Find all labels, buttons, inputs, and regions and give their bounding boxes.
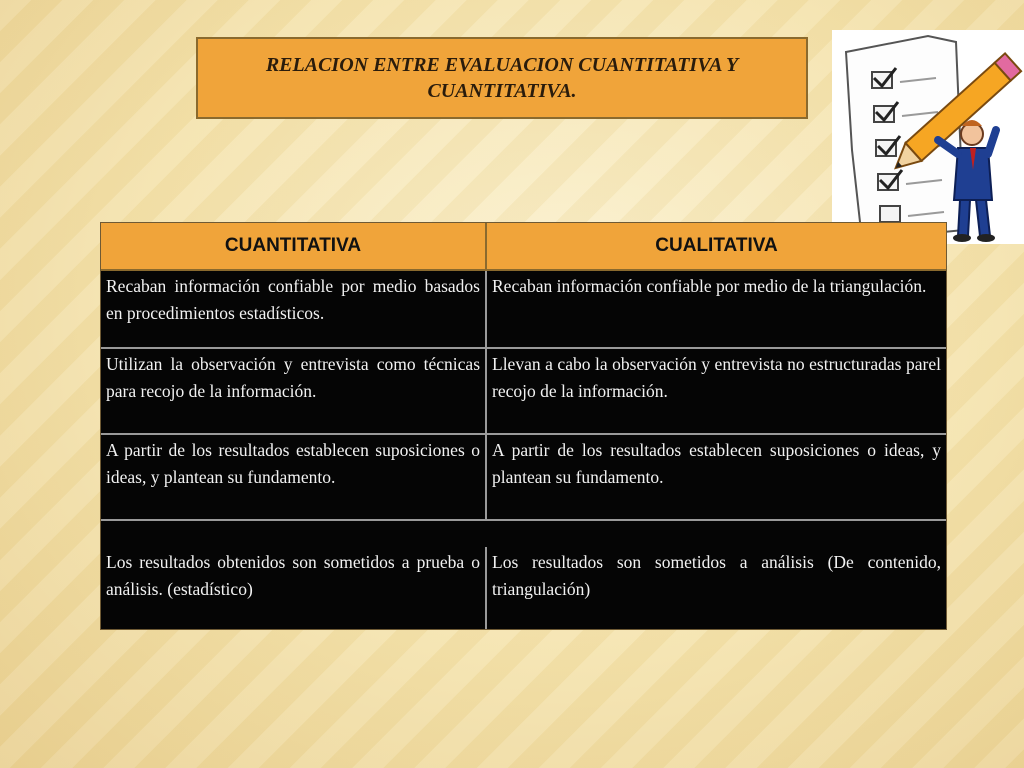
comparison-table bbox=[100, 222, 947, 630]
table-cell: Los resultados son sometidos a análisis (De contenido, triangulación) bbox=[492, 552, 941, 599]
header-cualitativa: CUALITATIVA bbox=[487, 223, 946, 271]
header-cuantitativa: CUANTITATIVA bbox=[101, 223, 487, 271]
table-row bbox=[101, 521, 946, 629]
table-cell: Utilizan la observación y entrevista como técnicas para recojo de la información. bbox=[101, 349, 487, 433]
table-cell: Recaban información confiable por medio basados en procedimientos estadísticos. bbox=[101, 271, 487, 347]
table-row bbox=[101, 349, 946, 435]
table-cell: Recaban información confiable por medio de la triangulación. bbox=[492, 276, 927, 296]
table-row bbox=[101, 435, 946, 521]
title-box bbox=[196, 37, 808, 119]
table-header-row bbox=[101, 223, 946, 271]
table-cell: Llevan a cabo la observación y entrevista no estructuradas parel recojo de la información. bbox=[492, 354, 941, 401]
slide-title: RELACION ENTRE EVALUACION CUANTITATIVA Y CUANTITATIVA. bbox=[265, 54, 739, 102]
table-cell: A partir de los resultados establecen suposiciones o ideas, y plantean su fundamento. bbox=[492, 440, 941, 487]
checklist-pencil-man-icon bbox=[832, 30, 1024, 244]
table-row bbox=[101, 271, 946, 349]
table-cell: Los resultados obtenidos son sometidos a prueba o análisis. (estadístico) bbox=[101, 547, 487, 629]
table-cell: A partir de los resultados establecen suposiciones o ideas, y plantean su fundamento. bbox=[101, 435, 487, 519]
